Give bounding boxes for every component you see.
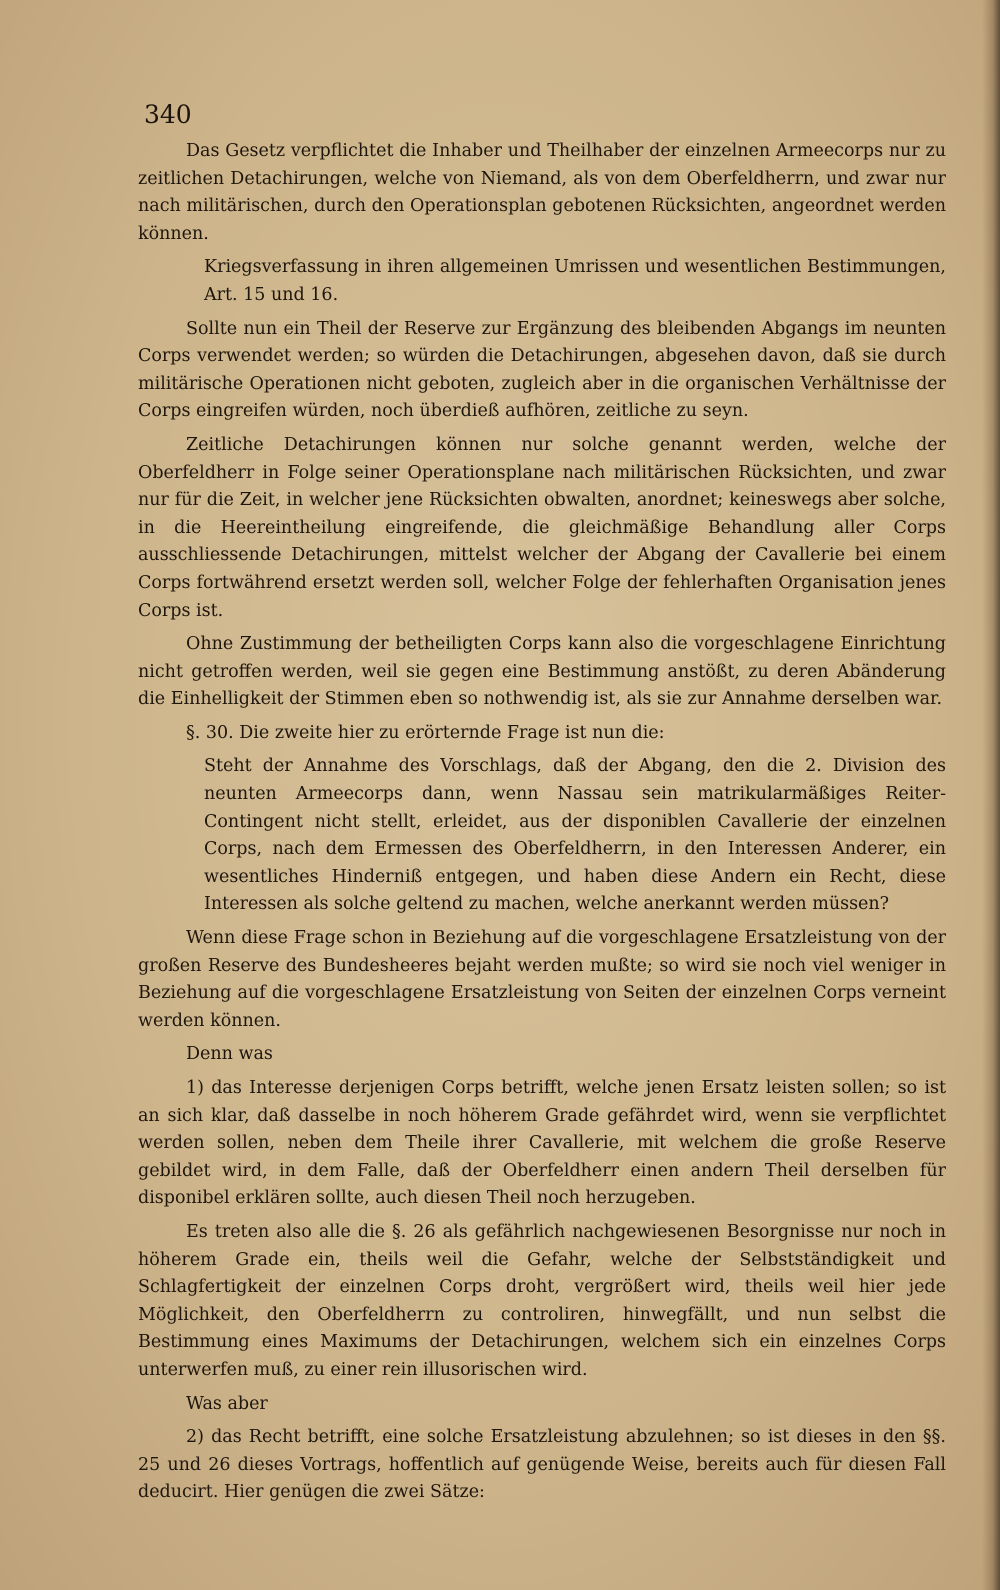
paragraph: Was aber	[186, 1393, 268, 1414]
paragraph: Ohne Zustimmung der betheiligten Corps kann also die vorgeschlagene Einrichtung nicht getroffen werden, weil sie gegen eine Bestimmung anstößt, zu deren Abänderung die Einhelligkeit der Stimmen eben so nothwendig ist, als sie zur Annahme derselben war.	[138, 634, 946, 710]
paragraph: Das Gesetz verpflichtet die Inhaber und Theilhaber der einzelnen Armeecorps nur zu zeitlichen Detachirungen, welche von Niemand, als von dem Oberfeldherrn, und zwar nur nach militärischen, durch den Operationsplan gebotenen Rücksichten, angeordnet werden können.	[138, 141, 946, 244]
numbered-paragraph: 1) das Interesse derjenigen Corps betrifft, welche jenen Ersatz leisten sollen; so ist an sich klar, daß dasselbe in noch höherem Grade gefährdet wird, wenn sie verpflichtet werden sollen, neben dem Theile ihrer Cavallerie, mit welchem die große Reserve gebildet wird, in dem Falle, daß der Oberfeldherr einen andern Theil derselben für disponibel erklären sollte, auch diesen Theil noch herzugeben.	[138, 1078, 946, 1209]
numbered-paragraph: 2) das Recht betrifft, eine solche Ersatzleistung abzulehnen; so ist dieses in den §§. 25 und 26 dieses Vortrags, hoffentlich auf genügende Weise, bereits auch für diesen Fall deducirt. Hier genügen die zwei Sätze:	[138, 1427, 946, 1503]
paragraph: Sollte nun ein Theil der Reserve zur Ergänzung des bleibenden Abgangs im neunten Corps verwendet werden; so würden die Detachirungen, abgesehen davon, daß sie durch militärische Operationen nicht geboten, zugleich aber in die organischen Verhältnisse der Corps eingreifen würden, noch überdieß aufhören, zeitliche zu seyn.	[138, 318, 946, 422]
paragraph: Es treten also alle die §. 26 als gefährlich nachgewiesenen Besorgnisse nur noch in höherem Grade ein, theils weil die Gefahr, welche der Selbstständigkeit und Schlagfertigkeit der einzelnen Corps droht, vergrößert wird, theils weil hier jede Möglichkeit, den Oberfeldherrn zu controliren, hinwegfällt, und nun selbst die Bestimmung eines Maximums der Detachirungen, welchem sich ein einzelnes Corps unterwerfen muß, zu einer rein illusorischen wird.	[138, 1221, 946, 1380]
page-number: 340	[144, 100, 192, 129]
paragraph: Denn was	[186, 1044, 273, 1065]
body-text	[138, 138, 946, 1507]
citation: Kriegsverfassung in ihren allgemeinen Umrissen und wesentlichen Bestimmungen, Art. 15 und 16.	[204, 257, 946, 305]
paragraph: Zeitliche Detachirungen können nur solche genannt werden, welche der Oberfeldherr in Folge seiner Operationsplane nach militärischen Rücksichten, und zwar nur für die Zeit, in welcher jene Rücksichten obwalten, anordnet; keineswegs aber solche, in die Heereintheilung eingreifende, die gleichmäßige Behandlung aller Corps ausschliessende Detachirungen, mittelst welcher der Abgang der Cavallerie bei einem Corps fortwährend ersetzt werden soll, welcher Folge der fehlerhaften Organisation jenes Corps ist.	[138, 434, 946, 621]
section-heading: §. 30. Die zweite hier zu erörternde Frage ist nun die:	[186, 722, 665, 743]
paragraph: Wenn diese Frage schon in Beziehung auf die vorgeschlagene Ersatzleistung von der großen Reserve des Bundesheeres bejaht werden mußte; so wird sie noch viel weniger in Beziehung auf die vorgeschlagene Ersatzleistung von Seiten der einzelnen Corps verneint werden können.	[138, 928, 946, 1031]
question-block: Steht der Annahme des Vorschlags, daß der Abgang, den die 2. Division des neunten Armeecorps dann, wenn Nassau sein matrikularmäßiges Reiter-Contingent nicht stellt, erleidet, aus der disponiblen Cavallerie der einzelnen Corps, nach dem Ermessen des Oberfeldherrn, in den Interessen Anderer, ein wesentliches Hinderniß entgegen, und haben diese Andern ein Recht, diese Interessen als solche geltend zu machen, welche anerkannt werden müssen?	[204, 756, 946, 915]
